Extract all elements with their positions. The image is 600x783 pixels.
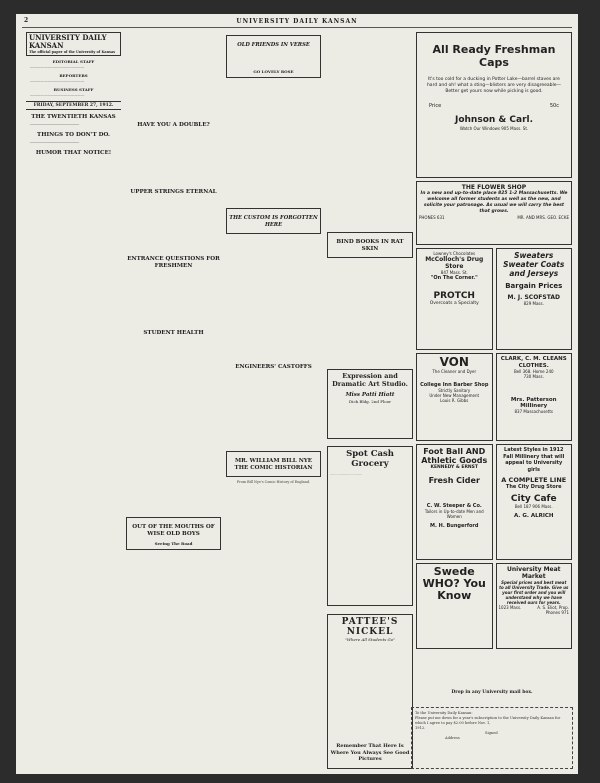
under-new-management: Under New Management xyxy=(429,393,480,398)
headline-seeing-road: Seeing The Road xyxy=(154,541,193,546)
ad-row-2 xyxy=(416,353,572,444)
expression-floor: 2nd Floor xyxy=(371,399,392,404)
clark-phone: Bell 368. Home 240 xyxy=(513,369,554,374)
overcoats: Overcoats a Specialty xyxy=(429,301,479,306)
expression-studio-ad xyxy=(327,369,413,439)
pattees-title: PATTEE'S NICKEL xyxy=(341,617,399,637)
old-friends-box xyxy=(226,35,321,78)
column-2 xyxy=(126,32,221,772)
millinery-ad xyxy=(496,444,573,560)
headline-go-lovely-rose: GO LOVELY ROSE xyxy=(253,69,294,74)
price-value: 50c xyxy=(549,103,559,109)
von-ad xyxy=(416,353,493,441)
column-3 xyxy=(226,32,321,772)
von-sub: The Cleaner and Dyer xyxy=(432,369,477,374)
kirch: A. G. ALRICH xyxy=(513,513,554,519)
price-label: Price xyxy=(429,103,442,109)
pattees-subtitle: "Where All Students Go" xyxy=(345,637,395,642)
headline-student-health: STUDENT HEALTH xyxy=(143,330,204,336)
headline-entrance-questions: ENTRANCE QUESTIONS FOR FRESHMEN xyxy=(127,256,220,269)
city-drug-store: The City Drug Store xyxy=(505,484,562,490)
clark-title: CLARK, C. M. CLEANS CLOTHES. xyxy=(500,356,567,369)
masthead-subtitle: The official paper of the University of Kansas xyxy=(29,50,116,54)
freshman-caps-body: It's too cold for a ducking in Potter Lake—barrel staves are hard and oh! what a sting—blisters are very disagreeable—Better get yours now while picking is good. xyxy=(426,77,562,94)
complete-line: A COMPLETE LINE xyxy=(501,476,567,484)
football-ad xyxy=(416,444,493,560)
column-4 xyxy=(327,32,413,377)
freshman-caps-title: All Ready Freshman Caps xyxy=(432,43,556,69)
flower-shop-ad xyxy=(416,181,572,245)
headline-humor-notice: HUMOR THAT NOTICE! xyxy=(35,150,112,156)
patterson-addr: 837 Massachusetts xyxy=(514,409,553,414)
scofstad-name: M. J. SCOFSTAD xyxy=(507,294,560,301)
subscription-coupon xyxy=(411,707,573,769)
coupon-address: Address xyxy=(445,736,460,740)
flower-shop-title: THE FLOWER SHOP xyxy=(461,184,527,191)
flower-shop-body: In a new and up-to-date place 825 1-2 Massachusetts. We welcome all former students as well as the new, and solicite your patronage. As usual we will carry the best that grows. xyxy=(420,191,568,214)
univ-meat-addr: 1023 Mass. xyxy=(498,605,522,610)
fresh-cider: Fresh Cider xyxy=(428,476,480,485)
bargain-prices: Bargain Prices xyxy=(505,282,563,290)
bill-nye-subtitle: From Bill Nye's Comic History of England. xyxy=(236,480,311,484)
headline-out-of-mouths: OUT OF THE MOUTHS OF WISE OLD BOYS xyxy=(132,524,215,537)
business-staff-heading: BUSINESS STAFF xyxy=(53,87,94,92)
flower-shop-phone: PHONES 631 xyxy=(419,215,445,220)
custom-box xyxy=(226,208,321,234)
von-title: VON xyxy=(439,355,469,369)
coupon-year: 1912. xyxy=(415,726,426,730)
headline-bind-books: BIND BOOKS IN RAT SKIN xyxy=(336,239,404,252)
freshman-caps-ad xyxy=(416,32,572,178)
sweaters-ad xyxy=(496,248,573,350)
college-inn: College Inn Barber Shop xyxy=(420,382,489,388)
sweaters-title: Sweaters Sweater Coats and Jerseys xyxy=(503,251,565,278)
ad-column xyxy=(416,32,572,744)
spot-cash-grocery-ad: Spot Cash Grocery ······························ xyxy=(327,446,413,606)
page-number: 2 xyxy=(24,17,29,24)
bungerford: M. H. Bungerford xyxy=(430,523,479,529)
mccolloch-addr: 847 Mass. St. xyxy=(440,270,468,275)
mccolloch-ad xyxy=(416,248,493,350)
headline-twentieth-kansas: THE TWENTIETH KANSAS xyxy=(31,114,116,120)
coupon-signed: Signed xyxy=(485,731,498,735)
cw-steeper: C. W. Steeper & Co. xyxy=(426,503,482,509)
coupon-drop-top: Drop in any University mail box. xyxy=(451,690,533,695)
issue-date: FRIDAY, SEPTEMBER 27, 1912. xyxy=(26,101,121,110)
headline-things-dont-do: THINGS TO DON'T DO. xyxy=(37,132,110,138)
patterson-title: Mrs. Patterson Millinery xyxy=(510,397,557,409)
newspaper-page xyxy=(16,14,578,774)
spot-cash-title: Spot Cash Grocery xyxy=(346,449,394,469)
clark-ad xyxy=(496,353,573,441)
expression-instructor: Miss Patti Hiatt xyxy=(345,392,395,398)
masthead-name: UNIVERSITY DAILY KANSAN xyxy=(29,33,107,50)
coupon-please: Please put me down for a year's subscription to the University Daily Kansan for which I agree to pay $2.00 before Nov. 1, xyxy=(415,716,561,725)
protch-title: PROTCH xyxy=(433,291,475,301)
univ-meat-title: University Meat Market xyxy=(506,566,561,580)
ad-row-3 xyxy=(416,444,572,563)
on-the-corner: "On The Corner." xyxy=(430,275,478,281)
expression-building: Dick Bldg. xyxy=(348,399,370,404)
flower-shop-owner: MR. AND MRS. GEO. ECKE xyxy=(517,215,569,220)
city-cafe-addr: Bell 187 906 Mass. xyxy=(514,504,553,509)
wise-old-boys-box xyxy=(126,517,221,550)
latest-styles: Latest Styles in 1912 Fall Millinery that will appeal to University girls xyxy=(503,447,565,473)
clark-addr: 730 Mass. xyxy=(523,374,544,379)
ad-row-1 xyxy=(416,248,572,353)
johnson-carl-sub: Watch Our Windows 905 Mass. St. xyxy=(459,126,529,131)
mccolloch-title: McColloch's Drug Store xyxy=(425,256,484,270)
reporters-heading: REPORTERS xyxy=(59,73,88,78)
city-cafe: City Cafe xyxy=(510,494,557,504)
tailors: Tailors in Up-to-date Men and Women xyxy=(424,509,484,519)
johnson-carl: Johnson & Carl. xyxy=(454,115,534,125)
headline-william-nye: MR. WILLIAM BILL NYE THE COMIC HISTORIAN xyxy=(234,458,313,471)
expression-title: Expression and Dramatic Art Studio. xyxy=(332,372,408,388)
scofstad-addr: 829 Mass. xyxy=(523,301,544,306)
coupon-to: To the University Daily Kansan: xyxy=(415,711,473,715)
headline-engineers-castoffs: ENGINEERS' CASTOFFS xyxy=(235,364,312,370)
headline-old-friends: OLD FRIENDS IN VERSE xyxy=(237,42,310,48)
page-header-title: UNIVERSITY DAILY KANSAN xyxy=(236,18,358,25)
pattees-remember: Remember That Here Is Where You Always See Good Pictures xyxy=(330,743,410,762)
headline-upper-strings: UPPER STRINGS ETERNAL xyxy=(130,189,217,195)
header-rule xyxy=(22,27,572,28)
swede-ad xyxy=(416,563,493,649)
pattees-nickel-ad xyxy=(327,614,413,769)
louis-gibbs: Louis R. Gibbs xyxy=(440,398,469,403)
editorial-staff-heading: EDITORIAL STAFF xyxy=(52,59,95,64)
bind-books-box xyxy=(327,232,413,258)
univ-meat-owner: A. S. Eliot, Prop. xyxy=(537,605,569,610)
football-title: Foot Ball AND Athletic Goods xyxy=(421,447,488,465)
masthead xyxy=(26,32,121,56)
univ-meat-body: Special prices and best meat to all University Trade. Give us your first order and you will understand why we have received ours for years. xyxy=(499,580,569,605)
kennedy-ernst: KENNEDY & ERNST xyxy=(430,465,478,470)
sanitary: Strictly Sanitary xyxy=(438,388,471,393)
swede-title: Swede WHO? You Know xyxy=(422,565,486,602)
university-meat-ad xyxy=(496,563,573,649)
headline-have-you-double: HAVE YOU A DOUBLE? xyxy=(137,122,210,128)
ad-row-4 xyxy=(416,563,572,652)
headline-custom-forgotten: THE CUSTOM IS FORGOTTEN HERE xyxy=(229,215,318,228)
bill-nye-box xyxy=(226,451,321,477)
univ-meat-phone: Phones 971 xyxy=(545,610,569,615)
lowney-label: Lowney's Chocolates xyxy=(433,251,476,256)
column-1: UNIVERSITY DAILY KANSAN The official paper of the University of Kansas EDITORIAL STAFF ———————————————— REPORTERS ———————————————— BUSINESS STAFF ———————————————— FRIDAY, SEPTEMBER 27, 1912. THE TWENTIETH KANSAS ──────────────────────── THINGS TO DON'T DO. ──────────────────────── HUMOR THAT NOTICE! xyxy=(26,32,121,772)
